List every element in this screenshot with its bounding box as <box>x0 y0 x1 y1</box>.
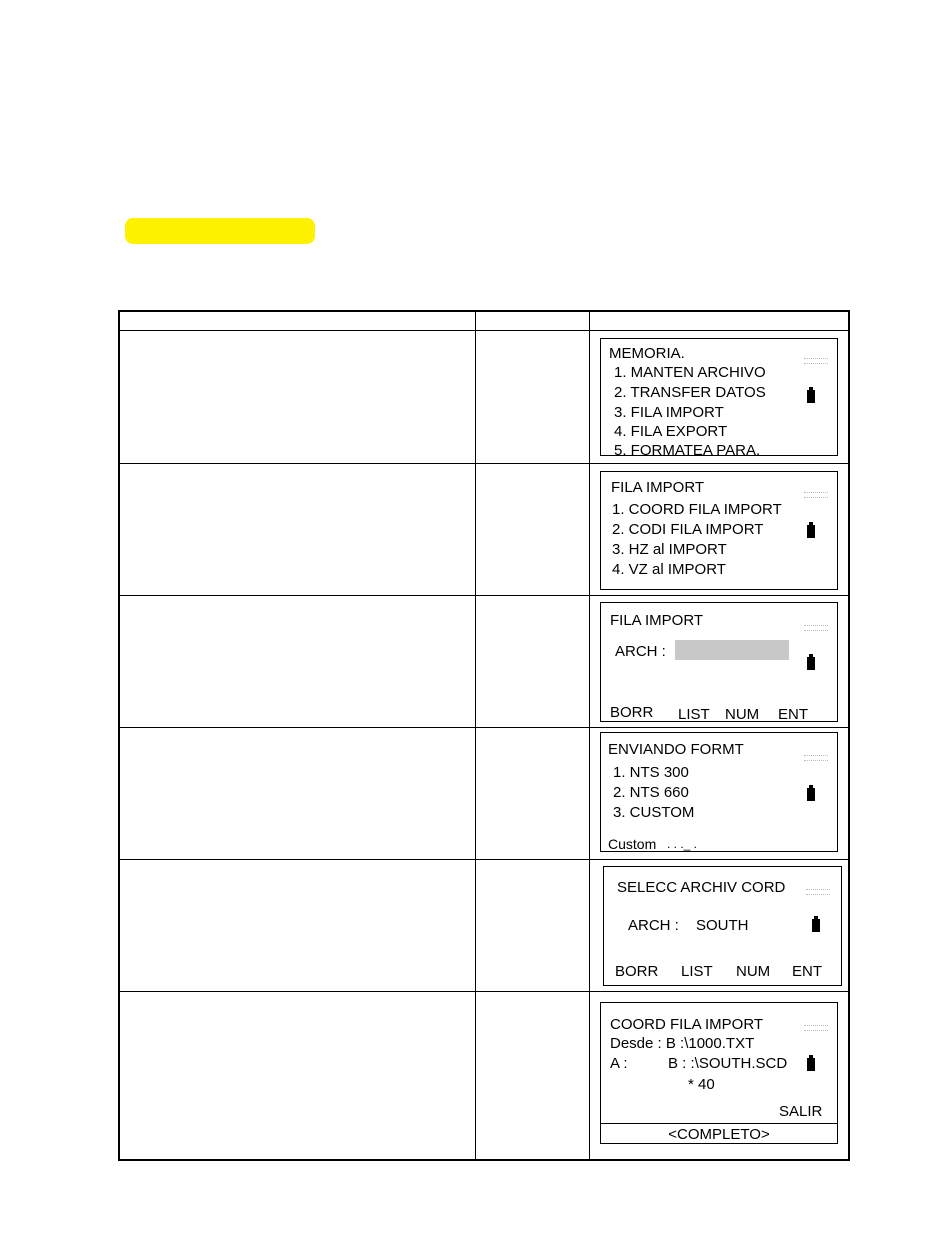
column-divider <box>475 312 476 1159</box>
file-name-value[interactable]: SOUTH <box>696 917 749 934</box>
status-divider <box>601 1123 837 1124</box>
row-divider <box>120 595 848 596</box>
destination-label: A : <box>610 1055 628 1072</box>
menu-item[interactable]: 4. VZ al IMPORT <box>612 561 726 578</box>
screen-title: ENVIANDO FORMT <box>608 741 744 758</box>
header-row-divider <box>120 330 848 331</box>
row-divider <box>120 463 848 464</box>
procedure-table <box>118 310 850 1161</box>
menu-item[interactable]: 1. NTS 300 <box>613 764 689 781</box>
screen-selecc-archiv-cord <box>603 866 842 986</box>
row-divider <box>120 991 848 992</box>
screen-fila-import-menu <box>600 471 838 590</box>
battery-icon <box>807 525 815 538</box>
signal-icon <box>804 1025 828 1031</box>
record-count: * 40 <box>688 1076 715 1093</box>
softkey-borr[interactable]: BORR <box>610 704 654 721</box>
custom-label: Custom <box>608 836 657 852</box>
signal-icon <box>804 755 828 761</box>
softkey-ent[interactable]: ENT <box>792 963 822 980</box>
menu-item[interactable]: 1. COORD FILA IMPORT <box>612 501 782 518</box>
menu-item[interactable]: 2. TRANSFER DATOS <box>614 384 766 401</box>
battery-icon <box>812 919 820 932</box>
field-label: ARCH : <box>628 917 679 934</box>
status-text: <COMPLETO> <box>668 1126 770 1143</box>
screen-title: SELECC ARCHIV CORD <box>617 879 786 896</box>
signal-icon <box>804 358 828 364</box>
signal-icon <box>804 625 828 631</box>
screen-title: MEMORIA. <box>609 345 685 362</box>
battery-icon <box>807 1058 815 1071</box>
softkey-list[interactable]: LIST <box>681 963 713 980</box>
menu-item[interactable]: 1. MANTEN ARCHIVO <box>614 364 766 381</box>
menu-item[interactable]: 4. FILA EXPORT <box>614 423 728 440</box>
row-divider <box>120 859 848 860</box>
signal-icon <box>806 889 830 895</box>
exit-button[interactable]: SALIR <box>779 1103 823 1120</box>
signal-icon <box>804 492 828 498</box>
highlight-marker <box>125 218 315 244</box>
field-label: ARCH : <box>615 643 666 660</box>
battery-icon <box>807 390 815 403</box>
menu-item[interactable]: 3. FILA IMPORT <box>614 404 724 421</box>
softkey-list[interactable]: LIST <box>678 706 710 723</box>
menu-item[interactable]: 3. CUSTOM <box>613 804 695 821</box>
screen-title: FILA IMPORT <box>611 479 705 496</box>
custom-value: . . ._ . <box>667 837 698 851</box>
menu-item[interactable]: 5. FORMATEA PARA. <box>614 442 761 459</box>
menu-item[interactable]: 2. NTS 660 <box>613 784 689 801</box>
screen-memoria <box>600 338 838 459</box>
screen-coord-fila-import <box>600 1002 838 1144</box>
softkey-num[interactable]: NUM <box>736 963 771 980</box>
destination-path: B : :\SOUTH.SCD <box>668 1055 788 1072</box>
row-divider <box>120 727 848 728</box>
source-path: Desde : B :\1000.TXT <box>610 1035 755 1052</box>
screen-title: FILA IMPORT <box>610 612 704 629</box>
screen-enviando-formt <box>600 732 838 852</box>
screen-fila-import-file <box>600 602 838 722</box>
battery-icon <box>807 657 815 670</box>
softkey-borr[interactable]: BORR <box>615 963 659 980</box>
menu-item[interactable]: 3. HZ al IMPORT <box>612 541 727 558</box>
softkey-num[interactable]: NUM <box>725 706 760 723</box>
softkey-ent[interactable]: ENT <box>778 706 808 723</box>
column-divider <box>589 312 590 1159</box>
file-name-input[interactable] <box>675 640 789 660</box>
screen-title: COORD FILA IMPORT <box>610 1016 764 1033</box>
battery-icon <box>807 788 815 801</box>
menu-item[interactable]: 2. CODI FILA IMPORT <box>612 521 764 538</box>
